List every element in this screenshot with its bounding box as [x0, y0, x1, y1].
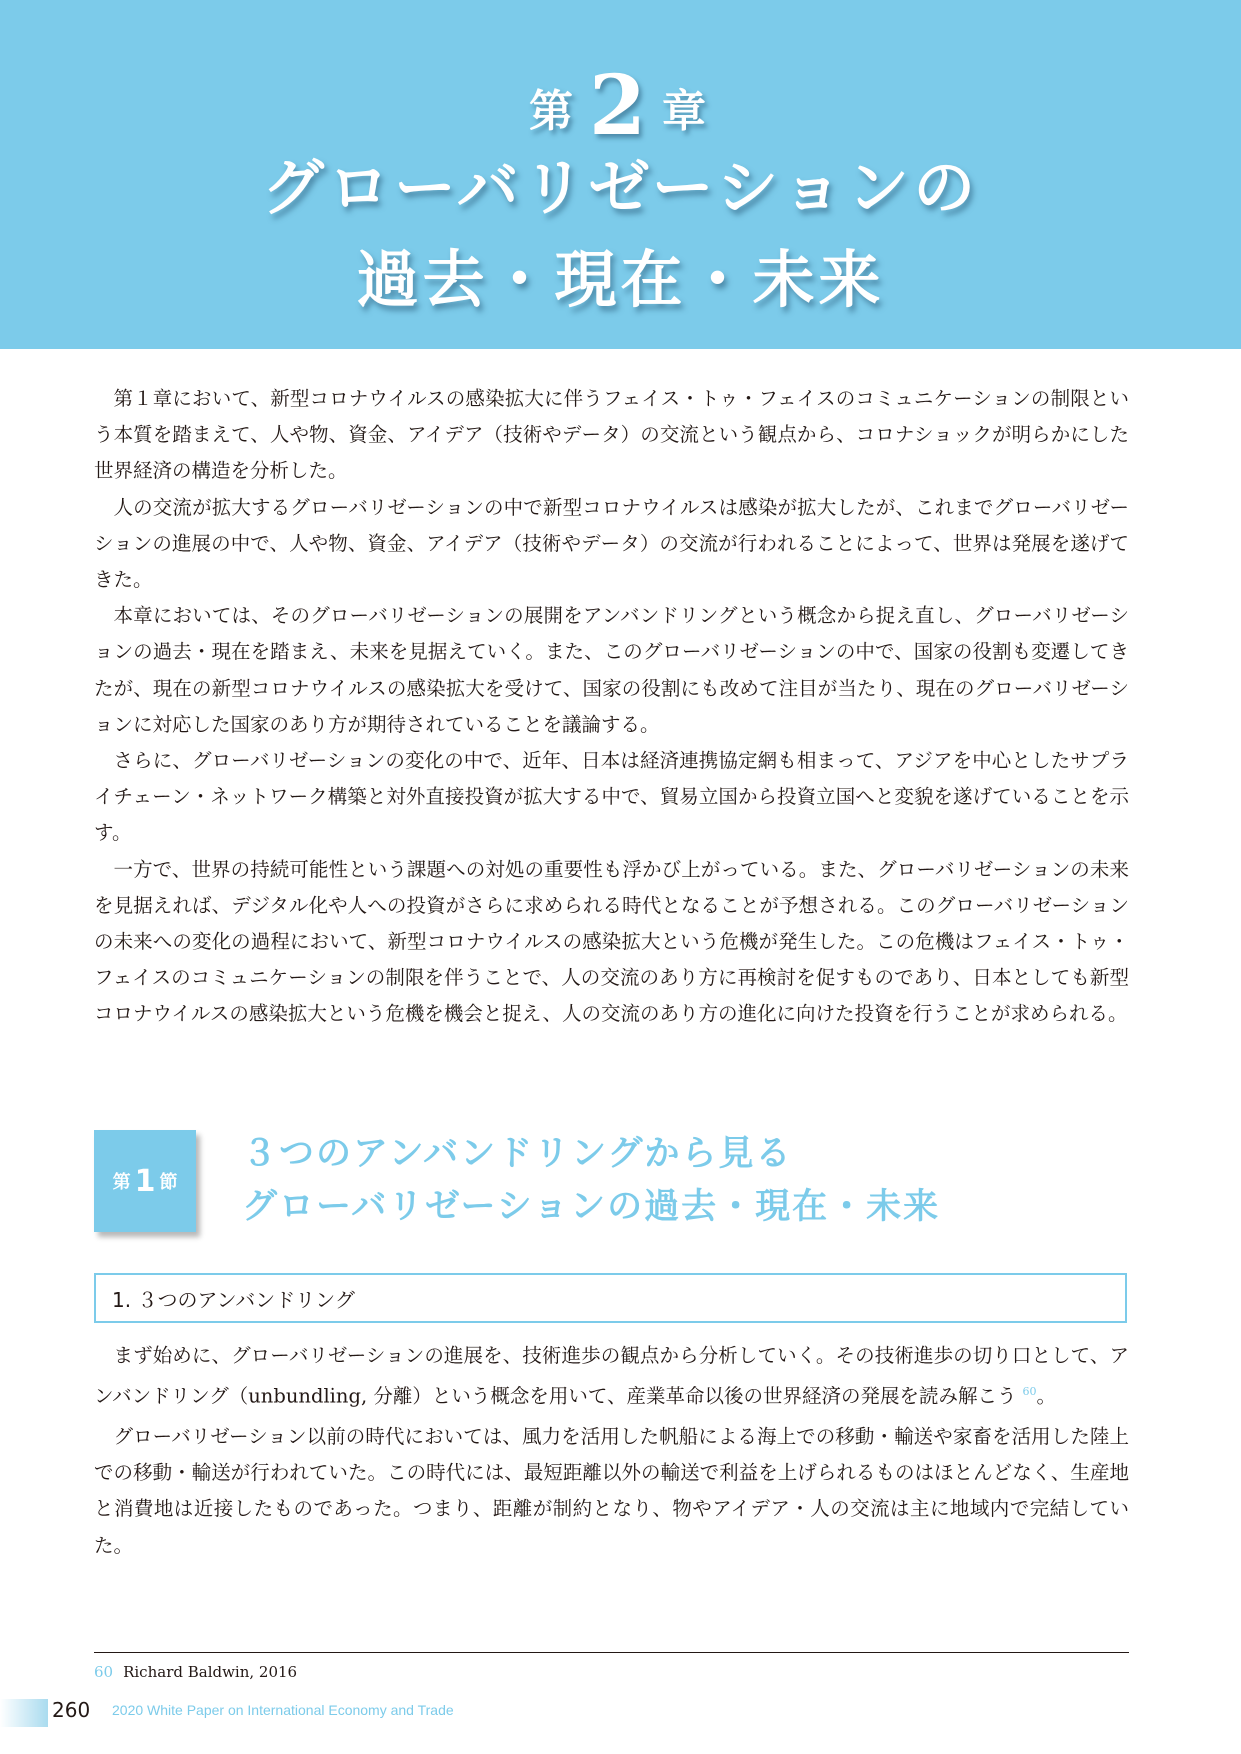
footnote-text: Richard Baldwin, 2016: [123, 1663, 298, 1681]
subsection-heading: [94, 1273, 1127, 1323]
chapter-prefix: 第: [528, 86, 579, 137]
section-title-line2: グローバリゼーションの過去・現在・未来: [242, 1186, 941, 1227]
section-suffix: 節: [159, 1172, 178, 1193]
page-number-bar: [0, 1699, 48, 1727]
chapter-suffix: 章: [662, 86, 713, 137]
chapter-label: [0, 58, 1241, 154]
intro-text: [94, 381, 1129, 1033]
intro-paragraph: 第１章において、新型コロナウイルスの感染拡大に伴うフェイス・トゥ・フェイスのコミュニケーションの制限という本質を踏まえて、人や物、資金、アイデア（技術やデータ）の交流という観点から、コロナショックが明らかにした世界経済の構造を分析した。: [94, 387, 1129, 483]
chapter-title: [0, 142, 1241, 326]
section-number: 1: [134, 1163, 156, 1199]
section-title: [242, 1127, 1142, 1233]
section-title-line1: ３つのアンバンドリングから見る: [242, 1133, 793, 1174]
chapter-title-line2: 過去・現在・未来: [356, 243, 885, 316]
body-paragraph: [94, 1338, 1129, 1415]
chapter-banner: [0, 0, 1241, 349]
chapter-title-line1: グローバリゼーションの: [261, 151, 980, 224]
page-number: 260: [52, 1698, 91, 1722]
section-badge: [94, 1130, 196, 1232]
intro-paragraph: 本章においては、そのグローバリゼーションの展開をアンバンドリングという概念から捉え直し、グローバリゼーションの過去・現在を踏まえ、未来を見据えていく。また、このグローバリゼーションの中で、国家の役割も変遷してきたが、現在の新型コロナウイルスの感染拡大を受けて、国家の役割にも改めて注目が当たり、現在のグローバリゼーションに対応した国家のあり方が期待されていることを議論する。: [94, 604, 1129, 736]
chapter-number: 2: [588, 58, 653, 154]
section-prefix: 第: [112, 1172, 131, 1193]
intro-paragraph: 一方で、世界の持続可能性という課題への対処の重要性も浮かび上がっている。また、グローバリゼーションの未来を見据えれば、デジタル化や人への投資がさらに求められる時代となることが予想される。このグローバリゼーションの未来への変化の過程において、新型コロナウイルスの感染拡大という危機が発生した。この危機はフェイス・トゥ・フェイスのコミュニケーションの制限を伴うことで、人の交流のあり方に再検討を促すものであり、日本としても新型コロナウイルスの感染拡大という危機を機会と捉え、人の交流のあり方の進化に向けた投資を行うことが求められる。: [94, 857, 1129, 1026]
body-text: [94, 1338, 1129, 1568]
intro-paragraph: さらに、グローバリゼーションの変化の中で、近年、日本は経済連携協定網も相まって、アジアを中心としたサプライチェーン・ネットワーク構築と対外直接投資が拡大する中で、貿易立国から投資立国へと変貌を遂げていることを示す。: [94, 749, 1129, 845]
subsection-heading-text: 1. ３つのアンバンドリング: [112, 1287, 355, 1312]
body-paragraph-text: まず始めに、グローバリゼーションの進展を、技術進歩の観点から分析していく。その技術進歩の切り口として、アンバンドリング（unbundling, 分離）という概念を用いて、産業革命以後の世界経済の発展を読み解こう: [94, 1344, 1129, 1408]
page-caption: 2020 White Paper on International Economy and Trade: [112, 1702, 454, 1718]
footnote: [94, 1663, 297, 1681]
body-paragraph: グローバリゼーション以前の時代においては、風力を活用した帆船による海上での移動・輸送や家畜を活用した陸上での移動・輸送が行われていた。この時代には、最短距離以外の輸送で利益を上げられるものはほとんどなく、生産地と消費地は近接したものであった。つまり、距離が制約となり、物やアイデア・人の交流は主に地域内で完結していた。: [94, 1424, 1129, 1557]
footnote-reference[interactable]: 60: [1022, 1385, 1037, 1399]
body-paragraph-end: 。: [1036, 1384, 1056, 1408]
intro-paragraph: 人の交流が拡大するグローバリゼーションの中で新型コロナウイルスは感染が拡大したが、これまでグローバリゼーションの進展の中で、人や物、資金、アイデア（技術やデータ）の交流が行われることによって、世界は発展を遂げてきた。: [94, 495, 1129, 592]
footnote-number: 60: [94, 1663, 114, 1681]
footnote-divider: [94, 1652, 1129, 1653]
